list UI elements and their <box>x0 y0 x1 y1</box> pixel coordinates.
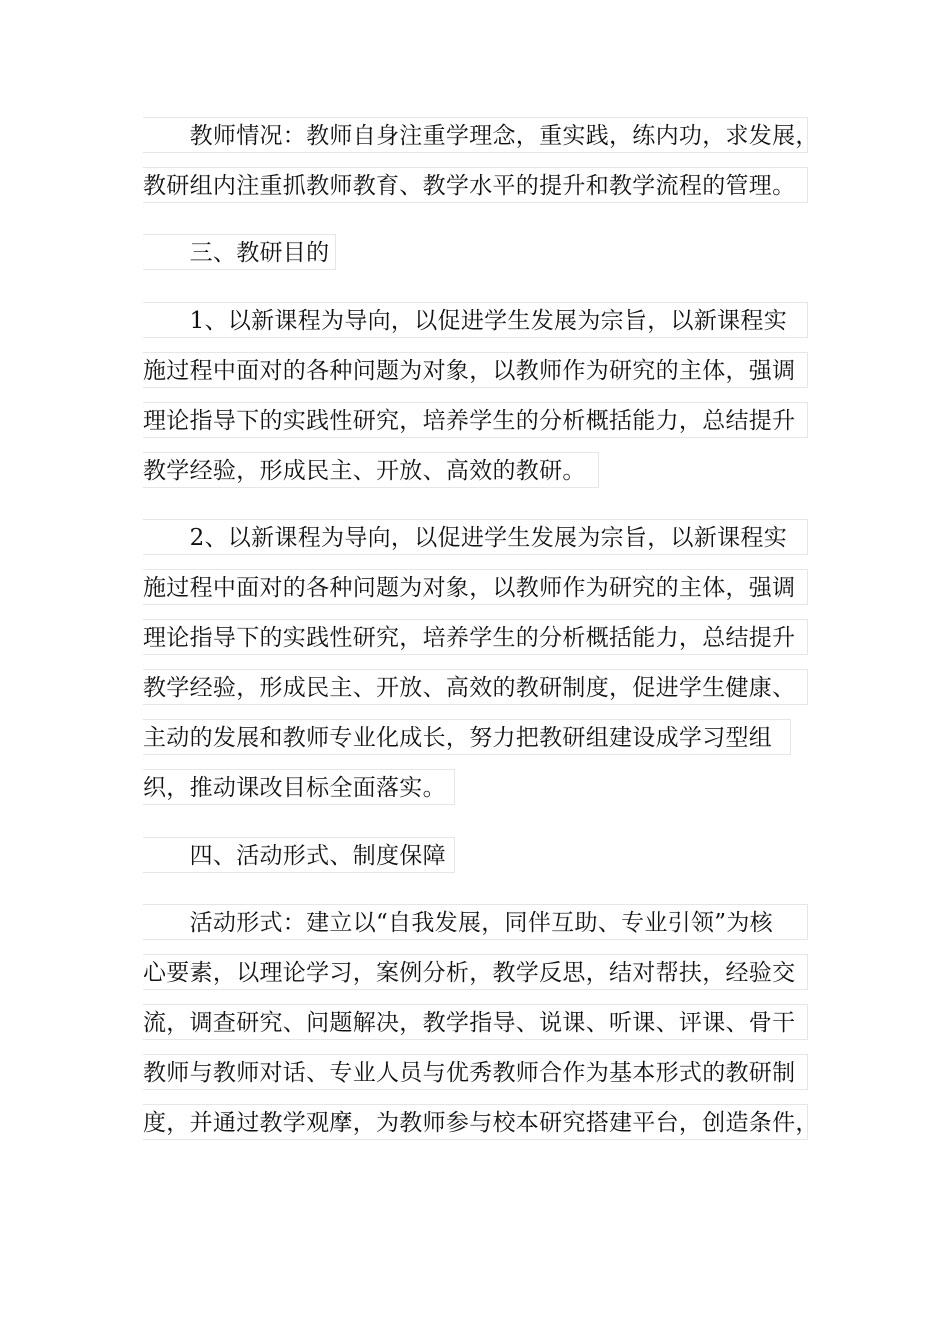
text-line: 2、以新课程为导向，以促进学生发展为宗旨，以新课程实 <box>143 519 808 555</box>
text-line: 理论指导下的实践性研究，培养学生的分析概括能力，总结提升 <box>143 619 808 655</box>
text-line: 心要素，以理论学习，案例分析，教学反思，结对帮扶，经验交 <box>143 954 808 990</box>
text-line: 1、以新课程为导向，以促进学生发展为宗旨，以新课程实 <box>143 302 808 338</box>
text-line: 教师情况：教师自身注重学理念，重实践，练内功，求发展， <box>143 117 808 153</box>
text-line: 流，调查研究、问题解决，教学指导、说课、听课、评课、骨干 <box>143 1004 808 1040</box>
text-line: 教师与教师对话、专业人员与优秀教师合作为基本形式的教研制 <box>143 1054 808 1090</box>
text-line: 教学经验，形成民主、开放、高效的教研。 <box>143 452 599 488</box>
text-line: 施过程中面对的各种问题为对象，以教师作为研究的主体，强调 <box>143 352 808 388</box>
section-heading: 三、教研目的 <box>143 234 336 270</box>
text-line: 教学经验，形成民主、开放、高效的教研制度，促进学生健康、 <box>143 669 808 705</box>
text-line: 活动形式：建立以“自我发展，同伴互助、专业引领”为核 <box>143 904 808 940</box>
section-heading: 四、活动形式、制度保障 <box>143 837 455 873</box>
text-line: 织，推动课改目标全面落实。 <box>143 769 455 805</box>
text-line: 理论指导下的实践性研究，培养学生的分析概括能力，总结提升 <box>143 402 808 438</box>
text-line: 度，并通过教学观摩，为教师参与校本研究搭建平台，创造条件， <box>143 1104 808 1140</box>
text-line: 施过程中面对的各种问题为对象，以教师作为研究的主体，强调 <box>143 569 808 605</box>
text-line: 教研组内注重抓教师教育、教学水平的提升和教学流程的管理。 <box>143 167 808 203</box>
text-line: 主动的发展和教师专业化成长，努力把教研组建设成学习型组 <box>143 719 791 755</box>
